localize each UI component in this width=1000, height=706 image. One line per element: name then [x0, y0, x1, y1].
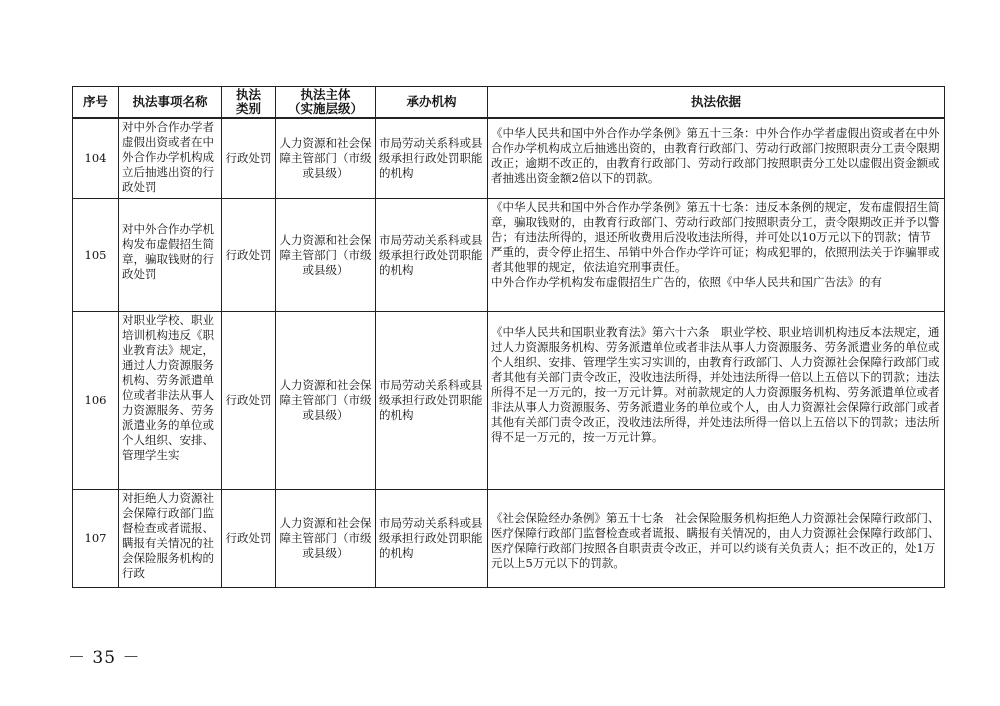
row-item — [119, 312, 222, 490]
row-basis — [488, 118, 945, 199]
header-organ: 承办机构 — [376, 87, 488, 119]
row-type: 行政处罚 — [222, 312, 276, 490]
row-item — [119, 199, 222, 312]
row-subject: 人力资源和社会保障主管部门（市级或县级） — [276, 312, 376, 490]
page-number: － 35 － — [68, 648, 141, 668]
table-row — [73, 199, 945, 312]
row-item-text: 对拒绝人力资源社会保障行政部门监督检查或者谎报、瞒报有关情况的社会保险服务机构的行政 — [122, 491, 214, 580]
row-basis — [488, 312, 945, 490]
row-subject: 人力资源和社会保障主管部门（市级或县级） — [276, 199, 376, 312]
header-item: 执法事项名称 — [119, 87, 222, 119]
row-type: 行政处罚 — [222, 490, 276, 588]
row-basis-text: 《中华人民共和国中外合作办学条例》第五十三条：中外合作办学者虚假出资或者在中外合作办学机构成立后抽逃出资的，由教育行政部门、劳动行政部门按照职责分工责令限期改正；逾期不改正的，由教育行政部门、劳动行政部门按照职责分工处以虚假出资金额或者抽逃出资金额2倍以下的罚款。 — [491, 126, 940, 185]
row-basis-text: 《社会保险经办条例》第五十七条 社会保险服务机构拒绝人力资源社会保障行政部门、医疗保障行政部门监督检查或者谎报、瞒报有关情况的，由人力资源社会保障行政部门、医疗保障行政部门按照各自职责责令改正，并可以约谈有关负责人；拒不改正的，处1万元以上5万元以下的罚款。 — [491, 511, 940, 570]
row-basis — [488, 490, 945, 588]
row-type: 行政处罚 — [222, 199, 276, 312]
header-subject: 执法主体 （实施层级） — [276, 87, 376, 119]
row-subject: 人力资源和社会保障主管部门（市级或县级） — [276, 118, 376, 199]
row-subject: 人力资源和社会保障主管部门（市级或县级） — [276, 490, 376, 588]
table-row — [73, 312, 945, 490]
header-no: 序号 — [73, 87, 119, 119]
row-type: 行政处罚 — [222, 118, 276, 199]
table-row — [73, 490, 945, 588]
row-organ: 市局劳动关系科或县级承担行政处罚职能的机构 — [376, 118, 488, 199]
row-no: 105 — [73, 199, 119, 312]
row-item-text: 对中外合作办学者虚假出资或者在中外合作办学机构成立后抽逃出资的行政处罚 — [122, 120, 214, 194]
header-type: 执法 类别 — [222, 87, 276, 119]
row-no: 107 — [73, 490, 119, 588]
row-organ: 市局劳动关系科或县级承担行政处罚职能的机构 — [376, 312, 488, 490]
row-organ: 市局劳动关系科或县级承担行政处罚职能的机构 — [376, 199, 488, 312]
row-item-text: 对中外合作办学机构发布虚假招生简章，骗取钱财的行政处罚 — [122, 222, 214, 281]
table-row — [73, 118, 945, 199]
table-header-row — [73, 87, 945, 119]
row-item — [119, 118, 222, 199]
row-no: 106 — [73, 312, 119, 490]
row-item-text: 对职业学校、职业培训机构违反《职业教育法》规定，通过人力资源服务机构、劳务派遣单位或者非法从事人力资源服务、劳务派遣业务的单位或个人组织、安排、管理学生实 — [122, 313, 214, 462]
row-basis-text: 《中华人民共和国职业教育法》第六十六条 职业学校、职业培训机构违反本法规定，通过人力资源服务机构、劳务派遣单位或者非法从事人力资源服务、劳务派遣业务的单位或个人组织、安排、管理学生实习实训的，由教育行政部门、人力资源社会保障行政部门或者其他有关部门责令改正，没收违法所得，并处违法所得一倍以上五倍以下的罚款；违法所得不足一万元的，按一万元计算。对前款规定的人力资源服务机构、劳务派遣单位或者非法从事人力资源服务、劳务派遣业务的单位或个人，由人力资源社会保障行政部门或者其他有关部门责令改正，没收违法所得，并处违法所得一倍以上五倍以下的罚款；违法所得不足一万元的，按一万元计算。 — [491, 325, 940, 444]
row-organ: 市局劳动关系科或县级承担行政处罚职能的机构 — [376, 490, 488, 588]
row-no: 104 — [73, 118, 119, 199]
header-basis: 执法依据 — [488, 87, 945, 119]
row-item — [119, 490, 222, 588]
row-basis-text: 《中华人民共和国中外合作办学条例》第五十七条：违反本条例的规定，发布虚假招生简章，骗取钱财的，由教育行政部门、劳动行政部门按照职责分工，责令限期改正并予以警告；有违法所得的，退还所收费用后没收违法所得，并可处以10万元以下的罚款；情节严重的，责令停止招生、吊销中外合作办学许可证；构成犯罪的，依照刑法关于诈骗罪或者其他罪的规定，依法追究刑事责任。 中外合作办学机构发布虚假招生广告的，依照《中华人民共和国广告法》的有 — [491, 200, 940, 289]
row-basis — [488, 199, 945, 312]
enforcement-table — [72, 86, 945, 588]
